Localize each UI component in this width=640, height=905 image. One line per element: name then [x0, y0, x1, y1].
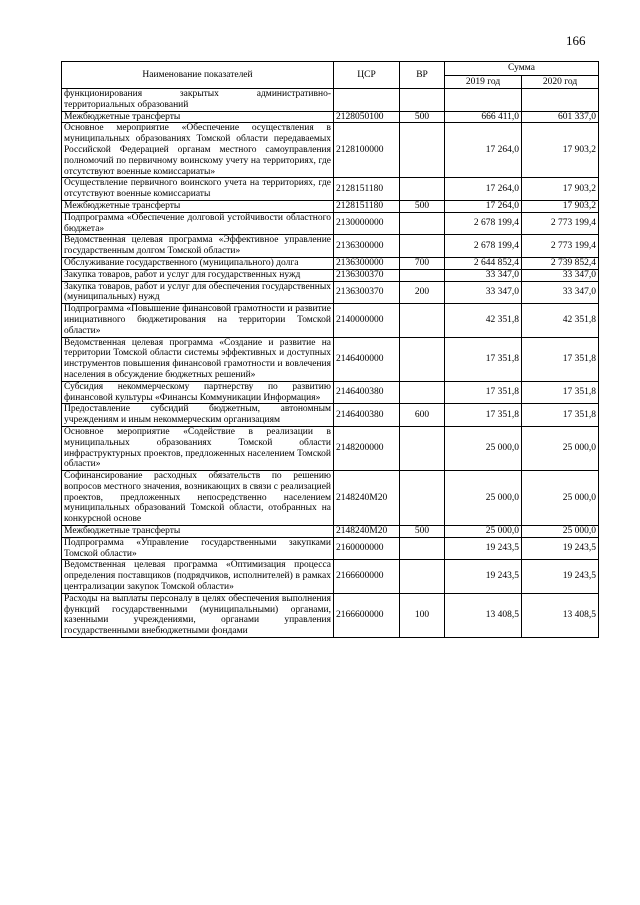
table-row	[62, 526, 599, 538]
table-row	[62, 178, 599, 201]
row-name: Подпрограмма «Управление государственными закупками Томской области»	[62, 537, 334, 560]
header-csr: ЦСР	[334, 62, 400, 89]
row-csr: 2148200000	[334, 426, 400, 470]
row-value-2020: 601 337,0	[522, 111, 599, 123]
row-vr	[400, 381, 445, 404]
row-csr: 2146400380	[334, 381, 400, 404]
row-value-2020: 17 903,2	[522, 123, 599, 178]
table-row	[62, 560, 599, 593]
row-value-2019: 17 264,0	[445, 200, 522, 212]
row-value-2019: 42 351,8	[445, 304, 522, 337]
row-value-2019: 25 000,0	[445, 426, 522, 470]
row-value-2019: 19 243,5	[445, 560, 522, 593]
row-csr: 2128050100	[334, 111, 400, 123]
row-value-2020: 17 351,8	[522, 381, 599, 404]
row-csr: 2160000000	[334, 537, 400, 560]
table-row	[62, 304, 599, 337]
table-row	[62, 123, 599, 178]
row-csr: 2166600000	[334, 593, 400, 637]
row-name: Межбюджетные трансферты	[62, 200, 334, 212]
row-value-2019: 2 644 852,4	[445, 257, 522, 269]
row-vr	[400, 269, 445, 281]
table-row	[62, 281, 599, 304]
row-csr: 2146400380	[334, 404, 400, 427]
header-sum: Сумма	[445, 62, 599, 76]
row-csr: 2146400000	[334, 337, 400, 381]
table-row	[62, 89, 599, 112]
row-vr: 500	[400, 526, 445, 538]
page-number: 166	[566, 33, 586, 48]
row-value-2019: 17 264,0	[445, 178, 522, 201]
row-value-2019: 13 408,5	[445, 593, 522, 637]
row-value-2020: 17 351,8	[522, 337, 599, 381]
table-row	[62, 337, 599, 381]
row-csr: 2130000000	[334, 212, 400, 235]
row-vr: 500	[400, 200, 445, 212]
row-value-2019: 33 347,0	[445, 269, 522, 281]
row-name: Субсидия некоммерческому партнерству по развитию финансовой культуры «Финансы Коммуникации Информация»	[62, 381, 334, 404]
row-value-2020: 33 347,0	[522, 269, 599, 281]
row-value-2019: 17 351,8	[445, 404, 522, 427]
row-value-2020	[522, 89, 599, 112]
row-value-2020: 13 408,5	[522, 593, 599, 637]
row-name: Расходы на выплаты персоналу в целях обеспечения выполнения функций государственными (муниципальными) органами, казенными учреждениями, органами управления государственными внебюджетными фондами	[62, 593, 334, 637]
row-csr	[334, 89, 400, 112]
table-row	[62, 471, 599, 526]
row-value-2019: 2 678 199,4	[445, 235, 522, 258]
table-row	[62, 537, 599, 560]
row-csr: 2148240М20	[334, 526, 400, 538]
row-value-2019: 666 411,0	[445, 111, 522, 123]
row-value-2020: 42 351,8	[522, 304, 599, 337]
row-value-2020: 19 243,5	[522, 560, 599, 593]
row-csr: 2148240М20	[334, 471, 400, 526]
row-vr: 500	[400, 111, 445, 123]
row-name: Закупка товаров, работ и услуг для обеспечения государственных (муниципальных) нужд	[62, 281, 334, 304]
row-vr: 100	[400, 593, 445, 637]
row-name: Межбюджетные трансферты	[62, 526, 334, 538]
row-csr: 2140000000	[334, 304, 400, 337]
row-vr	[400, 471, 445, 526]
row-vr	[400, 560, 445, 593]
header-2019: 2019 год	[445, 76, 522, 89]
row-value-2019: 33 347,0	[445, 281, 522, 304]
row-csr: 2128100000	[334, 123, 400, 178]
row-csr: 2128151180	[334, 200, 400, 212]
row-name: Межбюджетные трансферты	[62, 111, 334, 123]
header-2020: 2020 год	[522, 76, 599, 89]
row-vr	[400, 304, 445, 337]
table-row	[62, 212, 599, 235]
row-name: Подпрограмма «Повышение финансовой грамотности и развитие инициативного бюджетирования на территории Томской области»	[62, 304, 334, 337]
row-value-2019: 19 243,5	[445, 537, 522, 560]
row-value-2019	[445, 89, 522, 112]
table-row	[62, 404, 599, 427]
row-name: Ведомственная целевая программа «Оптимизация процесса определения поставщиков (подрядчиков, исполнителей) в рамках централизации закупок Томской области»	[62, 560, 334, 593]
row-value-2019: 17 264,0	[445, 123, 522, 178]
row-value-2020: 17 351,8	[522, 404, 599, 427]
row-value-2020: 25 000,0	[522, 471, 599, 526]
row-value-2020: 2 773 199,4	[522, 235, 599, 258]
table-row	[62, 269, 599, 281]
row-value-2019: 25 000,0	[445, 526, 522, 538]
row-csr: 2136300000	[334, 235, 400, 258]
row-csr: 2166600000	[334, 560, 400, 593]
row-vr	[400, 426, 445, 470]
row-value-2020: 17 903,2	[522, 200, 599, 212]
table-row	[62, 235, 599, 258]
table-row	[62, 381, 599, 404]
row-name: Подпрограмма «Обеспечение долговой устойчивости областного бюджета»	[62, 212, 334, 235]
row-csr: 2136300370	[334, 269, 400, 281]
row-vr	[400, 178, 445, 201]
row-name: Предоставление субсидий бюджетным, автономным учреждениям и иным некоммерческим организациям	[62, 404, 334, 427]
row-vr	[400, 89, 445, 112]
row-name: Софинансирование расходных обязательств по решению вопросов местного значения, возникающих в связи с реализацией проектов, предложенных непосредственно населением муниципальных образований Томской области, отобранных на конкурсной основе	[62, 471, 334, 526]
row-vr: 200	[400, 281, 445, 304]
row-name: функционирования закрытых административно-территориальных образований	[62, 89, 334, 112]
row-vr	[400, 123, 445, 178]
row-name: Обслуживание государственного (муниципального) долга	[62, 257, 334, 269]
row-csr: 2128151180	[334, 178, 400, 201]
row-value-2020: 17 903,2	[522, 178, 599, 201]
table-row	[62, 257, 599, 269]
row-name: Основное мероприятие «Обеспечение осуществления в муниципальных образованиях Томской области передаваемых Российской Федерацией органам местного самоуправления полномочий по первичному воинскому учету на территориях, где отсутствуют военные комиссариаты»	[62, 123, 334, 178]
table-row	[62, 593, 599, 637]
row-value-2019: 25 000,0	[445, 471, 522, 526]
row-vr	[400, 337, 445, 381]
row-name: Закупка товаров, работ и услуг для государственных нужд	[62, 269, 334, 281]
row-value-2020: 2 773 199,4	[522, 212, 599, 235]
row-value-2020: 25 000,0	[522, 526, 599, 538]
row-csr: 2136300000	[334, 257, 400, 269]
row-value-2020: 19 243,5	[522, 537, 599, 560]
row-name: Основное мероприятие «Содействие в реализации в муниципальных образованиях Томской области инфраструктурных проектов, предложенных населением Томской области»	[62, 426, 334, 470]
row-vr	[400, 537, 445, 560]
row-name: Осуществление первичного воинского учета на территориях, где отсутствуют военные комиссариаты	[62, 178, 334, 201]
header-name: Наименование показателей	[62, 62, 334, 89]
header-vr: ВР	[400, 62, 445, 89]
row-vr: 600	[400, 404, 445, 427]
row-value-2020: 2 739 852,4	[522, 257, 599, 269]
row-value-2019: 2 678 199,4	[445, 212, 522, 235]
row-name: Ведомственная целевая программа «Создание и развитие на территории Томской области системы эффективных и доступных инструментов повышения финансовой грамотности и вовлечения населения в обсуждение бюджетных решений»	[62, 337, 334, 381]
table-row	[62, 426, 599, 470]
table-row	[62, 200, 599, 212]
row-value-2020: 33 347,0	[522, 281, 599, 304]
row-value-2020: 25 000,0	[522, 426, 599, 470]
row-value-2019: 17 351,8	[445, 337, 522, 381]
row-vr	[400, 235, 445, 258]
budget-table	[61, 61, 599, 638]
row-vr	[400, 212, 445, 235]
row-csr: 2136300370	[334, 281, 400, 304]
row-value-2019: 17 351,8	[445, 381, 522, 404]
table-row	[62, 111, 599, 123]
row-vr: 700	[400, 257, 445, 269]
row-name: Ведомственная целевая программа «Эффективное управление государственным долгом Томской области»	[62, 235, 334, 258]
